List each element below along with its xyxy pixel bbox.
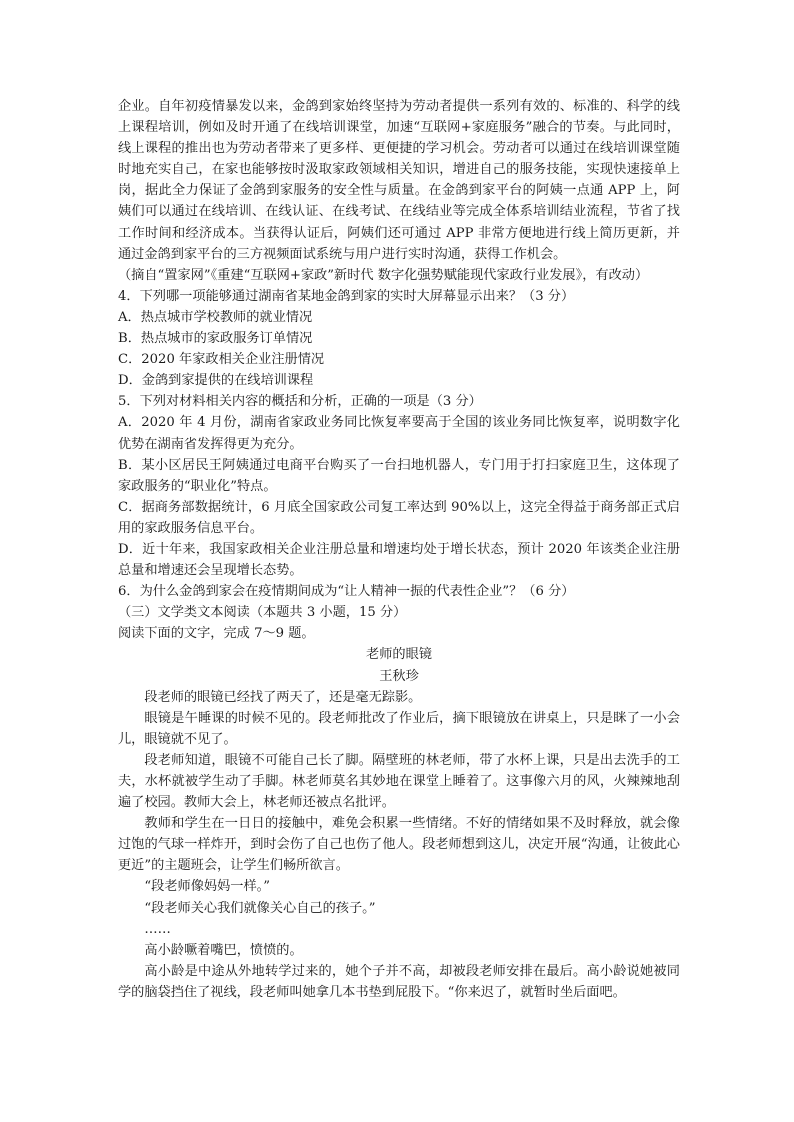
story-paragraph: “段老师像妈妈一样。”: [144, 879, 270, 895]
section-3-heading: （三）文学类文本阅读（本题共 3 小题，15 分）: [118, 605, 407, 621]
story-paragraph: “段老师关心我们就像关心自己的孩子。”: [144, 900, 376, 916]
story-paragraph: 段老师知道，眼镜不可能自己长了脚。隔壁班的林老师，带了水杯上课，只是出去洗手的工夫，水杯就被学生动了手脚。林老师莫名其妙地在课堂上睡着了。这事像六月的风，火辣辣地刮遍了校园。教师大会上，林老师还被点名批评。: [118, 752, 680, 811]
story-paragraph: 教师和学生在一日日的接触中，难免会积累一些情绪。不好的情绪如果不及时释放，就会像过饱的气球一样炸开，到时会伤了自己也伤了他人。段老师想到这儿，决定开展“沟通，让彼此心更近”的主题班会，让学生们畅所欲言。: [118, 816, 680, 874]
story-paragraph: 高小龄噘着嘴巴，愤愤的。: [144, 942, 303, 958]
story-paragraph: 高小龄是中途从外地转学过来的，她个子并不高，却被段老师安排在最后。高小龄说她被同学的脑袋挡住了视线，段老师叫她拿几本书垫到屁股下。“你来迟了，就暂时坐后面吧。: [118, 963, 680, 1000]
question-5-option-d: D．近十年来，我国家政相关企业注册总量和增速均处于增长状态，预计 2020 年该类企业注册总量和增速还会呈现增长态势。: [118, 541, 680, 579]
question-4-option-c: C．2020 年家政相关企业注册情况: [118, 352, 325, 368]
question-5-option-c: C．据商务部数据统计，6 月底全国家政公司复工率达到 90%以上，这完全得益于商务部正式启用的家政服务信息平台。: [118, 499, 680, 536]
question-5-option-b: B．某小区居民王阿姨通过电商平台购买了一台扫地机器人，专门用于打扫家庭卫生，这体现了家政服务的“职业化”特点。: [118, 457, 680, 494]
citation: （摘自“置家网”《重建“互联网+家政”新时代 数字化强势赋能现代家政行业发展》，有改动）: [118, 267, 649, 283]
question-4-option-a: A．热点城市学校教师的就业情况: [118, 309, 313, 325]
question-5-stem: 5．下列对材料相关内容的概括和分析，正确的一项是（3 分）: [118, 394, 482, 410]
question-4: [118, 286, 680, 391]
story-author: 王秋珍: [379, 668, 419, 684]
question-4-option-d: D．金鸽到家提供的在线培训课程: [118, 373, 314, 389]
question-4-option-b: B．热点城市的家政服务订单情况: [118, 331, 313, 347]
material-paragraph: 企业。自年初疫情暴发以来，金鸽到家始终坚持为劳动者提供一系列有效的、标准的、科学的线上课程培训，例如及时开通了在线培训课堂，加速“互联网+家庭服务”融合的节奏。与此同时，线上课程的推出也为劳动者带来了更多样、更便捷的学习机会。劳动者可以通过在线培训课堂随时地充实自己，在家也能够按时汲取家政领域相关知识，增进自己的服务技能，实现快速接单上岗，据此全力保证了金鸽到家服务的安全性与质量。在金鸽到家平台的阿姨一点通 APP 上，阿姨们可以通过在线培训、在线认证、在线考试、在线结业等完成全体系培训结业流程，节省了找工作时间和经济成本。当获得认证后，阿姨们还可通过 APP 非常方便地进行线上简历更新，并通过金鸽到家平台的三方视频面试系统与用户进行实时沟通，获得工作机会。: [118, 99, 680, 262]
question-6-stem: 6．为什么金鸽到家会在疫情期间成为“让人精神一振的代表性企业”？（6 分）: [118, 584, 575, 600]
story-paragraph: 段老师的眼镜已经找了两天了，还是毫无踪影。: [144, 689, 422, 705]
story-paragraph: ……: [144, 921, 171, 937]
question-5-option-a: A．2020 年 4 月份，湖南省家政业务同比恢复率要高于全国的该业务同比恢复率，说明数字化优势在湖南省发挥得更为充分。: [118, 415, 680, 452]
section-3-instruction: 阅读下面的文字，完成 7～9 题。: [118, 626, 315, 642]
story-title: 老师的眼镜: [366, 647, 432, 663]
story-paragraph: 眼镜是午睡课的时候不见的。段老师批改了作业后，摘下眼镜放在讲桌上，只是眯了一小会儿，眼镜就不见了。: [118, 710, 680, 747]
exam-page: [118, 96, 680, 1003]
question-5: [118, 391, 680, 581]
question-4-stem: 4．下列哪一项能够通过湖南省某地金鸽到家的实时大屏幕显示出来？（3 分）: [118, 288, 575, 304]
